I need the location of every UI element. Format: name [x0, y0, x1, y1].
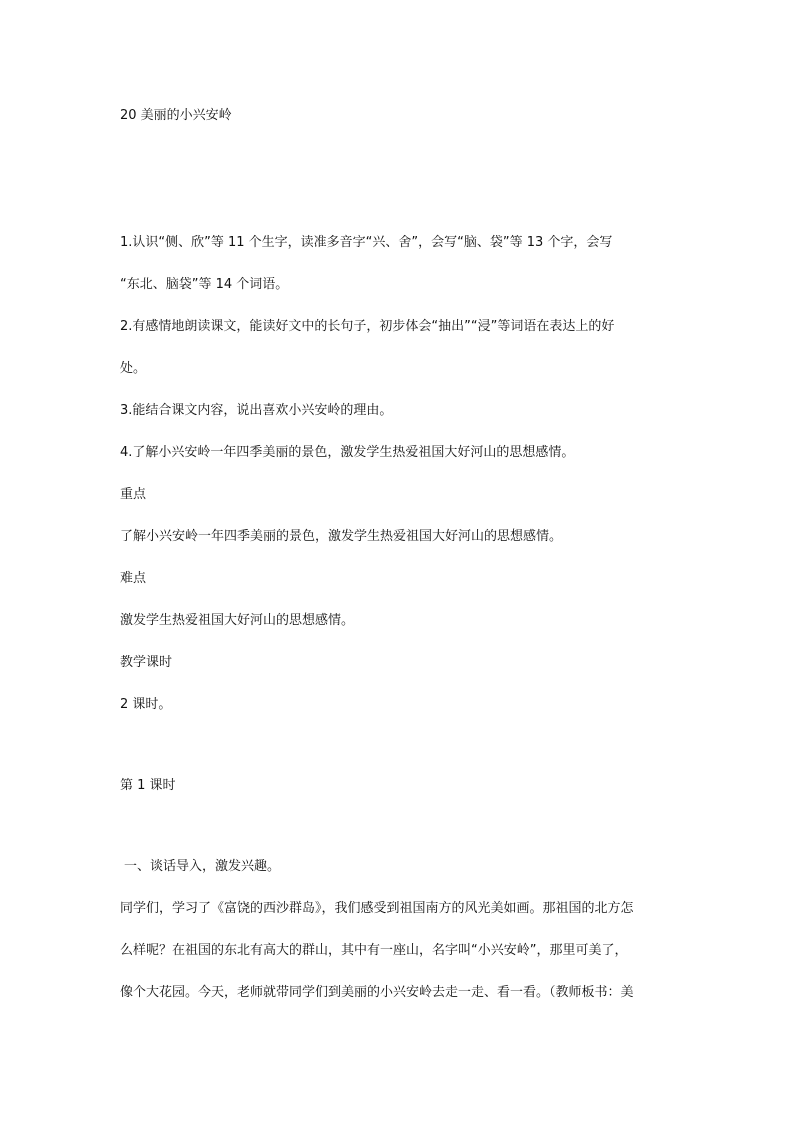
section-1-heading: 一、谈话导入，激发兴趣。 [124, 859, 281, 874]
objective-1-line-1: 1.认识“侧、欣”等 11 个生字，读准多音字“兴、舍”，会写“脑、袋”等 13 个字，会写 [120, 235, 613, 250]
document-title: 20 美丽的小兴安岭 [120, 108, 232, 123]
section-1-body-line-3: 像个大花园。今天，老师就带同学们到美丽的小兴安岭去走一走、看一看。（教师板书：美 [120, 985, 634, 1000]
section-1-body-line-1: 同学们，学习了《富饶的西沙群岛》，我们感受到祖国南方的风光美如画。那祖国的北方怎 [120, 901, 634, 916]
objective-2-line-2: 处。 [120, 361, 147, 376]
objective-1-line-2: “东北、脑袋”等 14 个词语。 [120, 277, 289, 292]
teaching-hours-heading: 教学课时 [120, 655, 173, 670]
objective-2-line-1: 2.有感情地朗读课文，能读好文中的长句子，初步体会“抽出”“浸”等词语在表达上的好 [120, 319, 615, 334]
teaching-hours-text: 2 课时。 [120, 697, 172, 712]
objective-3: 3.能结合课文内容，说出喜欢小兴安岭的理由。 [120, 403, 393, 418]
key-point-text: 了解小兴安岭一年四季美丽的景色，激发学生热爱祖国大好河山的思想感情。 [120, 529, 563, 544]
difficulty-text: 激发学生热爱祖国大好河山的思想感情。 [120, 613, 355, 628]
key-point-heading: 重点 [120, 487, 147, 502]
objective-4: 4.了解小兴安岭一年四季美丽的景色，激发学生热爱祖国大好河山的思想感情。 [120, 445, 575, 460]
section-1-body-line-2: 么样呢？在祖国的东北有高大的群山，其中有一座山，名字叫“小兴安岭”，那里可美了， [120, 943, 628, 958]
session-heading: 第 1 课时 [120, 778, 176, 793]
difficulty-heading: 难点 [120, 571, 147, 586]
